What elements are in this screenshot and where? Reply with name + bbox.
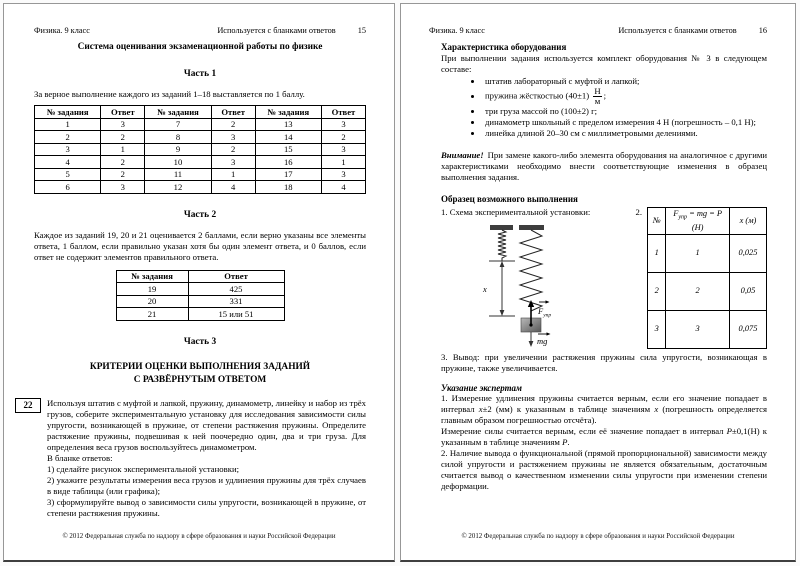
table-row [648,272,767,310]
table-cell: 11 [145,168,211,181]
table-cell: 4 [35,156,101,169]
part1-heading: Часть 1 [183,69,217,79]
table-cell: 2 [648,272,666,310]
table-cell: 2 [101,131,145,144]
table-cell: 3 [666,310,730,348]
answers-table [34,105,366,194]
table-cell: 4 [321,181,365,194]
table-cell: 17 [255,168,321,181]
table-cell: 2 [101,168,145,181]
table-cell: 13 [255,118,321,131]
table-cell: 3 [321,118,365,131]
page-footer: © 2012 Федеральная служба по надзору в сфере образования и науки Российской Федерации [62,533,336,540]
extension-label: x [483,284,487,294]
page-15 [3,3,395,562]
table-row [116,308,284,321]
header-subject: Физика. 9 класс [429,26,485,35]
task-item: 3) сформулируйте вывод о зависимости силы упругости, возникающей в пружине, от степени растяжения пружины. [47,496,366,518]
header-usage: Используется с бланками ответов [618,26,737,35]
table-cell: 425 [188,283,284,296]
experts-heading: Указание экспертам [441,383,522,393]
part2-table [116,270,285,321]
experimental-setup-diagram [481,223,631,349]
task-number-box: 22 [15,398,41,413]
table-cell: 3 [648,310,666,348]
equipment-item: • динамометр школьный с пределом измерения 4 Н (погрешность – 0,1 Н); [483,117,767,128]
column-header: № задания [35,106,101,119]
table-cell: 1 [35,118,101,131]
note-text: Измерение силы считается верным, если её значение попадает в интервал [441,426,727,436]
weight-label: mg [537,336,548,346]
table-cell: 12 [145,181,211,194]
arrowhead-right [546,300,550,303]
variable-p: P [562,437,568,447]
conclusion: 3. Вывод: при увеличении растяжения пружины сила упругости, возникающая в пружине, также увеличивается. [441,352,767,373]
task-text: Используя штатив с муфтой и лапкой, пружину, динамометр, линейку и набор из трёх грузов, соберите экспериментальную установку для исследования зависимости силы упругости, возникающей в пружине, от степени растяжения пружины. Определите растяжение пружины, подвешивая к ней поочередно один, два и три груза. Для определения веса грузов воспользуйтесь динамометром. [47,397,366,452]
table-row [35,156,366,169]
sample-item2-number: 2. [635,207,643,217]
newton-per-meter-fraction [593,87,601,106]
table-cell: 14 [255,131,321,144]
table-row [648,234,767,272]
table-cell: 19 [116,283,188,296]
part2-table-body [116,283,284,321]
table-cell: 2 [211,143,255,156]
table-cell: 20 [116,295,188,308]
fraction-numerator: Н [594,86,601,96]
arrowhead-down [529,341,534,347]
table-cell: 7 [145,118,211,131]
equipment-item-text: пружина жёсткостью (40±1) [485,90,590,101]
arrowhead-up [500,261,505,267]
criteria-line2: С РАЗВЁРНУТЫМ ОТВЕТОМ [133,374,267,385]
table-row [116,283,284,296]
table-cell: 1 [648,234,666,272]
table-cell: 2 [666,272,730,310]
part2-table-head [116,270,284,283]
part1-intro: За верное выполнение каждого из заданий 1–18 выставляется по 1 баллу. [34,89,305,99]
table-cell: 3 [321,168,365,181]
column-header: x (м) [729,208,766,235]
measurements-table-body [648,234,767,348]
support-bar-icon [490,225,513,230]
sample-row [441,207,767,349]
table-cell: 3 [211,131,255,144]
part2-heading: Часть 2 [183,209,217,220]
column-header: № задания [116,270,188,283]
table-cell: 2 [35,131,101,144]
part3-heading: Часть 3 [183,336,217,347]
table-cell: 1 [666,234,730,272]
table-cell: 18 [255,181,321,194]
table-cell: 0,025 [729,234,766,272]
variable-x: x [478,404,483,414]
column-header: Ответ [321,106,365,119]
column-header [666,208,730,235]
table-row [35,168,366,181]
table-cell: 3 [101,118,145,131]
table-cell: 2 [211,118,255,131]
header-right [618,26,767,36]
column-header: Ответ [101,106,145,119]
page-16 [400,3,796,562]
table-cell: 3 [35,143,101,156]
attention-note [441,150,767,183]
variable-p: P [726,426,732,436]
table-cell: 5 [35,168,101,181]
force-subscript: упр [678,214,688,221]
variable-x: x [654,404,659,414]
criteria-title [34,361,366,387]
table-row [648,310,767,348]
equipment-heading: Характеристика оборудования [441,42,567,52]
page-header [429,26,767,36]
fraction-denominator: м [594,96,601,106]
table-cell: 3 [101,181,145,194]
table-cell: 6 [35,181,101,194]
header-subject: Физика. 9 класс [34,26,90,35]
equipment-intro: При выполнении задания используется комплект оборудования № 3 в следующем составе: [441,53,767,74]
note-text: (погрешность определяется главным образом погрешностью отсчёта). [441,404,767,425]
table-cell: 1 [321,156,365,169]
support-bar-icon [519,225,544,230]
table-header-row [116,270,284,283]
measurements-table [647,207,767,349]
header-right [217,26,366,36]
table-cell: 3 [321,143,365,156]
force-symbol: F [673,208,679,218]
task-22 [23,397,366,519]
table-row [116,295,284,308]
answers-table-body [35,118,366,193]
table-cell: 8 [145,131,211,144]
spring-coil-icon [498,230,506,261]
column-header: Ответ [188,270,284,283]
page-header [34,26,366,36]
equipment-list [441,76,767,139]
equipment-item [483,87,767,106]
table-cell: 9 [145,143,211,156]
attention-label: Внимание! [441,150,484,160]
arrowhead-down [500,310,505,316]
table-cell: 15 или 51 [188,308,284,321]
table-cell: 15 [255,143,321,156]
note-text: . [567,437,570,447]
table-cell: 16 [255,156,321,169]
table-header-row [648,208,767,235]
note-text: ±0,1(Н) к указанным в таблице значениям [441,426,767,447]
note-text: ±2 (мм) к указанным в таблице значениям [482,404,655,414]
table-cell: 0,075 [729,310,766,348]
page-footer: © 2012 Федеральная служба по надзору в сфере образования и науки Российской Федерации [461,533,735,540]
force-equation: = mg = P (Н) [687,208,723,232]
table-cell: 1 [211,168,255,181]
answers-table-head [35,106,366,119]
equipment-item: • штатив лабораторный с муфтой и лапкой; [483,76,767,87]
table-cell: 2 [321,131,365,144]
task-item: 2) укажите результаты измерения веса грузов и удлинения пружины для трёх случаев в виде таблицы (или графика); [47,474,366,496]
page-number: 15 [357,26,366,35]
header-usage: Используется с бланками ответов [217,26,336,35]
equipment-item: • три груза массой по (100±2) г; [483,106,767,117]
sample-item1: 1. Схема экспериментальной установки: [441,207,591,217]
equipment-item: • линейка длиной 20–30 см с миллиметровыми делениями. [483,128,767,139]
note-text: 1. Измерение удлинения пружины считается верным, если его значение попадает в интервал [441,393,767,414]
experts-note-1b [441,426,767,448]
task-blank-label: В бланке ответов: [47,452,113,463]
table-cell: 0,05 [729,272,766,310]
table-row [35,118,366,131]
table-cell: 4 [211,181,255,194]
table-row [35,181,366,194]
experts-notes [441,393,767,492]
equipment-item-text: ; [603,90,607,101]
table-cell: 10 [145,156,211,169]
criteria-line1: КРИТЕРИИ ОЦЕНКИ ВЫПОЛНЕНИЯ ЗАДАНИЙ [89,361,311,372]
sample-left-column [441,207,631,349]
task-item: 1) сделайте рисунок экспериментальной установки; [47,463,240,474]
sample-heading: Образец возможного выполнения [441,194,578,204]
column-header: № задания [145,106,211,119]
table-cell: 331 [188,295,284,308]
table-row [35,143,366,156]
force-label: $F_{упр}$ [538,306,552,319]
table-row [35,131,366,144]
part2-intro: Каждое из заданий 19, 20 и 21 оценивается 2 баллами, если верно указаны все элементы ответа, 1 баллом, если правильно указан хотя бы один элемент ответа, и 0 баллов, если ответ не содержит элементов правильного ответа. [34,229,366,262]
table-cell: 1 [101,143,145,156]
measurements-table-head [648,208,767,235]
table-cell: 21 [116,308,188,321]
attention-text: При замене какого-либо элемента оборудования на аналогичное с другими характеристиками необходимо внести соответствующие изменения в образец выполнения задания. [441,150,767,182]
table-cell: 2 [101,156,145,169]
experts-note-2: 2. Наличие вывода о функциональной (прямой пропорциональной) зависимости между силой упругости и растяжением пружины не является обязательным, достаточным считается вывод о качественном изменении силы упругости при изменении степени деформации. [441,448,767,491]
page-number: 16 [758,26,767,35]
experts-note-1 [441,393,767,426]
column-header: Ответ [211,106,255,119]
column-header: № [648,208,666,235]
document-title: Система оценивания экзаменационной работы по физике [77,42,323,52]
table-cell: 3 [211,156,255,169]
table-header-row [35,106,366,119]
column-header: № задания [255,106,321,119]
